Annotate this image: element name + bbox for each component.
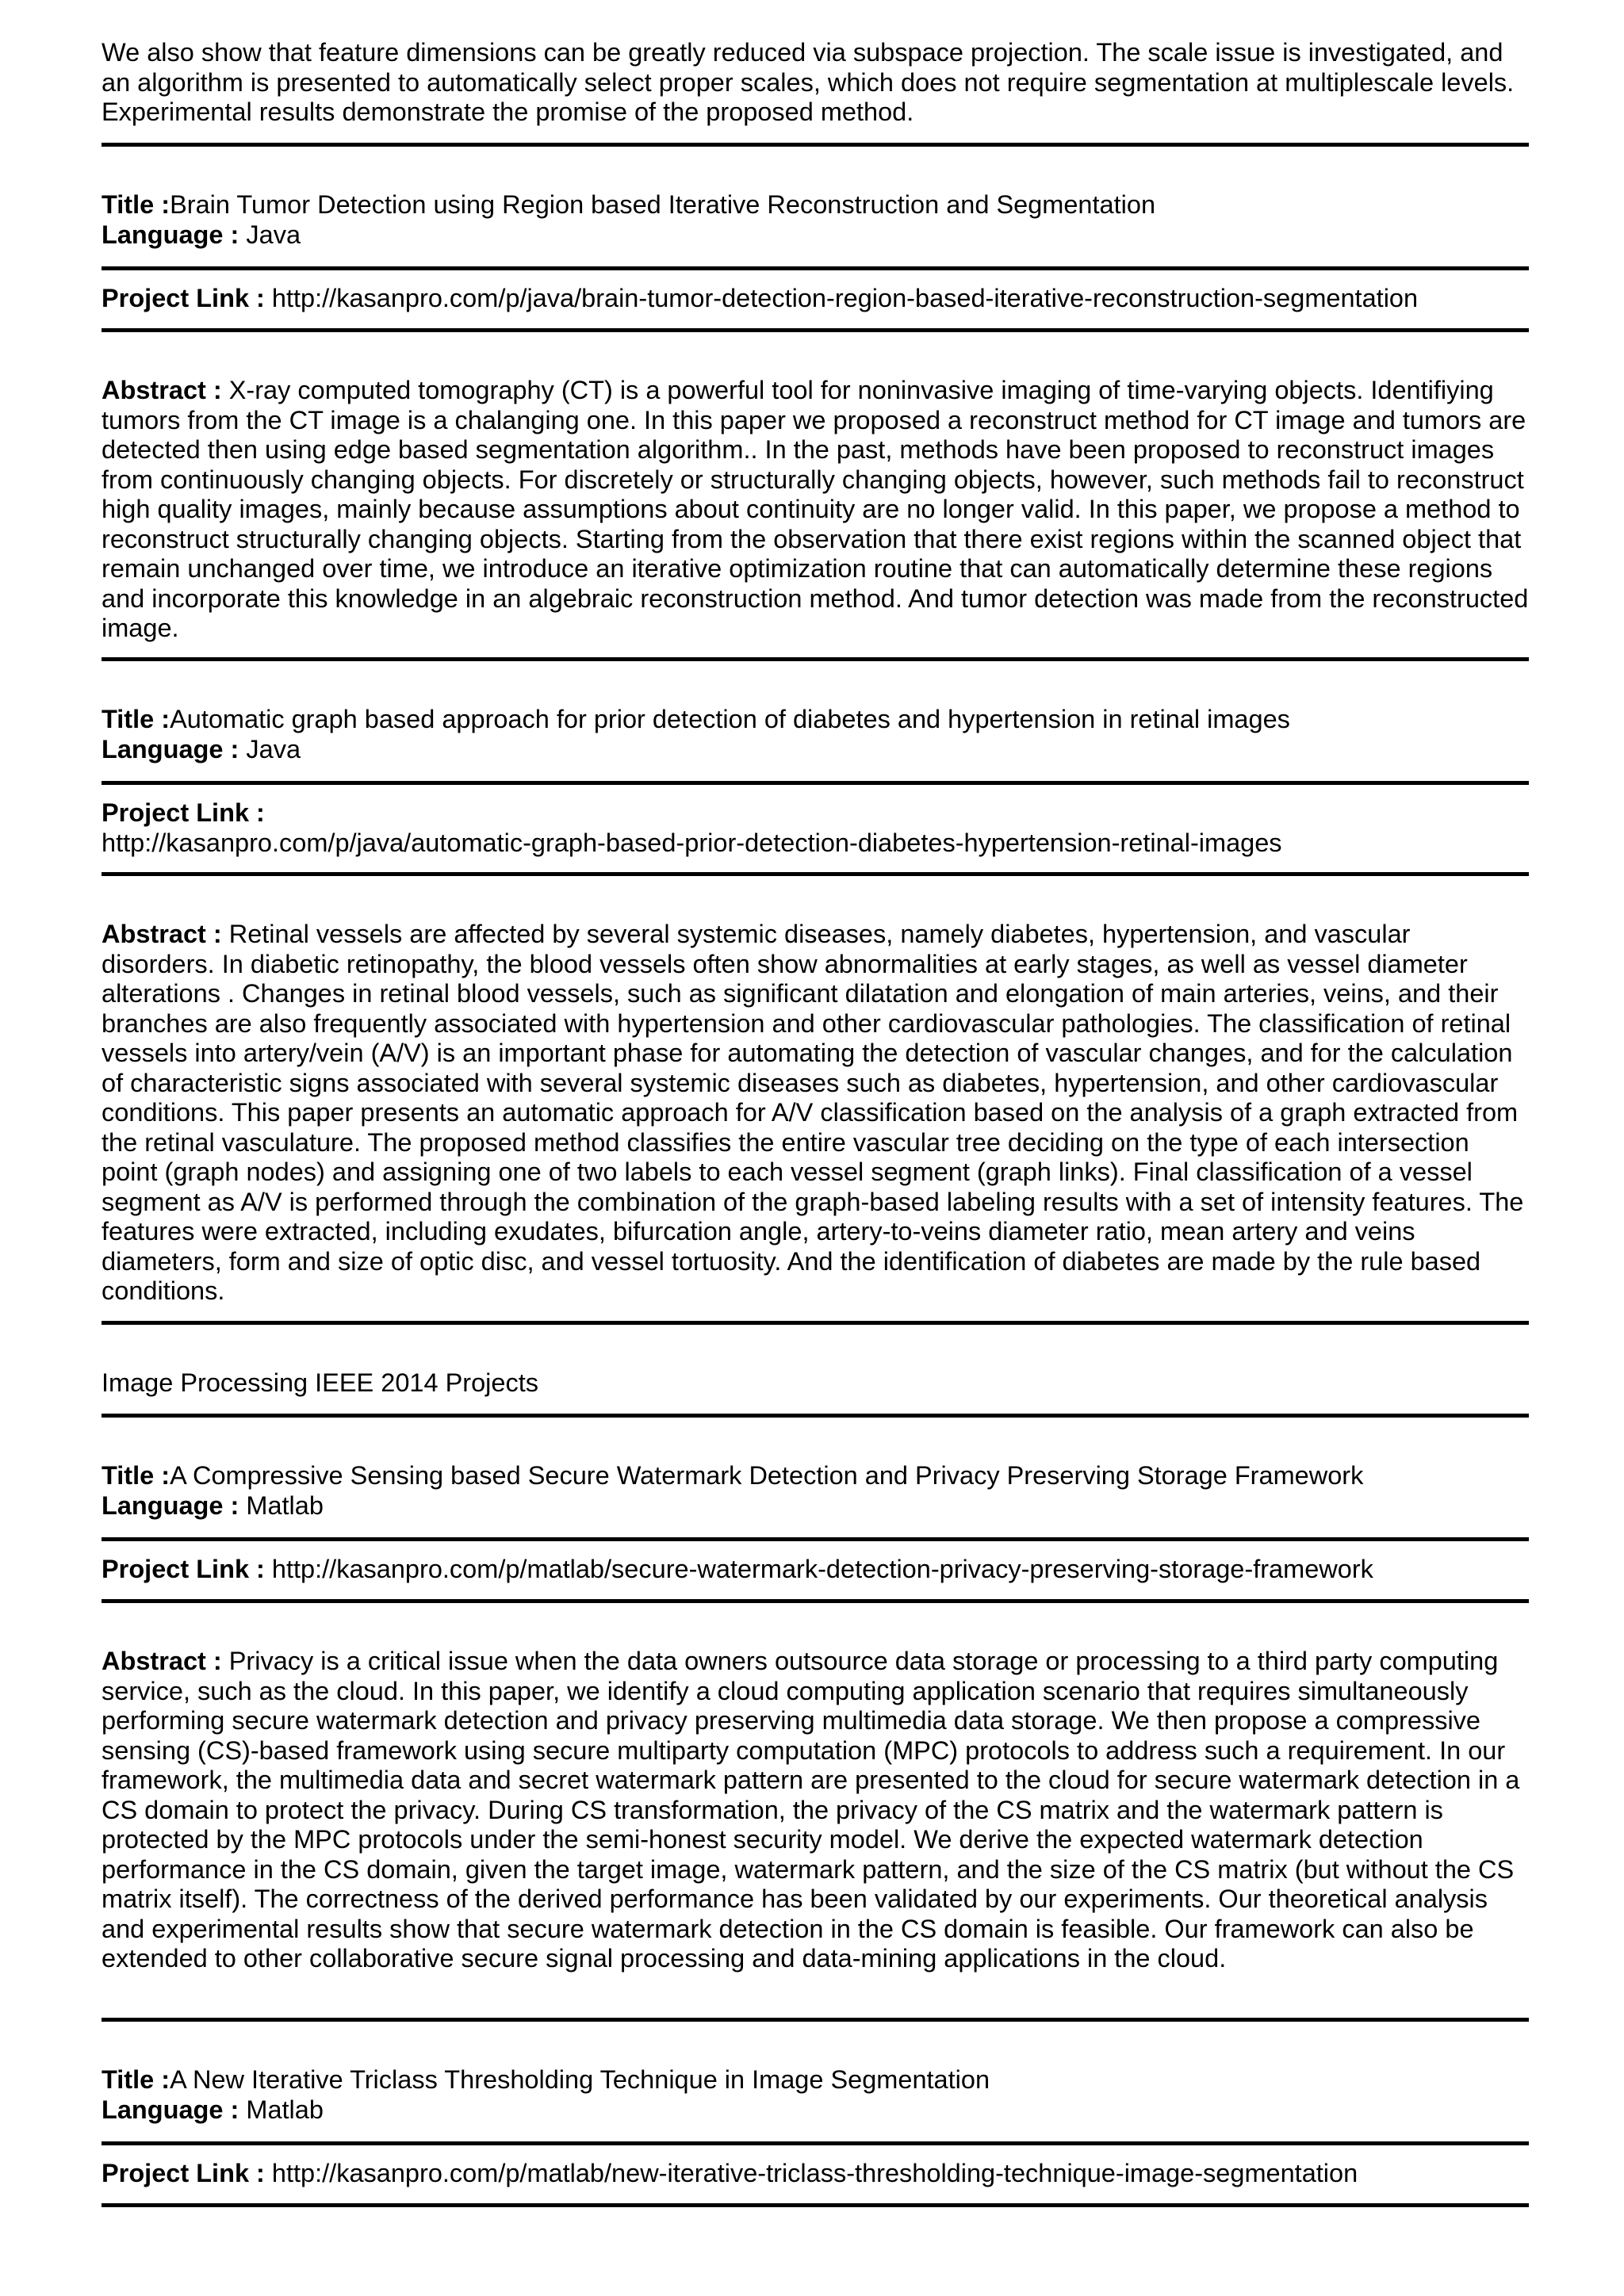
- divider: [102, 143, 1529, 147]
- project-language: Java: [246, 220, 301, 249]
- title-label: Title :: [102, 2065, 170, 2094]
- language-label: Language :: [102, 2095, 247, 2124]
- project-link-label: Project Link :: [102, 284, 272, 312]
- project-link[interactable]: http://kasanpro.com/p/matlab/secure-watermark-detection-privacy-preserving-storage-framework: [271, 1555, 1373, 1583]
- project-link-line: [102, 2159, 1529, 2189]
- divider: [102, 1537, 1529, 1541]
- project-link-label: Project Link :: [102, 1555, 272, 1583]
- divider: [102, 657, 1529, 661]
- project-abstract: [102, 1647, 1529, 1974]
- divider: [102, 1414, 1529, 1418]
- divider: [102, 872, 1529, 876]
- project-link-label: Project Link :: [102, 2159, 272, 2187]
- project-title-line: [102, 190, 1529, 220]
- project-language-line: [102, 735, 1529, 765]
- title-label: Title :: [102, 190, 170, 219]
- language-label: Language :: [102, 220, 247, 249]
- project-language-line: [102, 220, 1529, 251]
- project-language-line: [102, 2095, 1529, 2126]
- project-link[interactable]: http://kasanpro.com/p/java/brain-tumor-detection-region-based-iterative-reconstruction-segmentation: [271, 284, 1419, 312]
- project-language: Java: [246, 735, 301, 763]
- divider: [102, 328, 1529, 332]
- project-link[interactable]: http://kasanpro.com/p/matlab/new-iterative-triclass-thresholding-technique-image-segmentation: [271, 2159, 1358, 2187]
- divider: [102, 2203, 1529, 2207]
- project-title: Brain Tumor Detection using Region based Iterative Reconstruction and Segmentation: [170, 190, 1156, 219]
- project-title: A New Iterative Triclass Thresholding Technique in Image Segmentation: [170, 2065, 990, 2094]
- language-label: Language :: [102, 735, 247, 763]
- project-link-label: Project Link :: [102, 798, 265, 827]
- abstract-text: X-ray computed tomography (CT) is a powerful tool for noninvasive imaging of time-varying objects. Identifiying tumors from the CT image is a chalanging one. In this paper we proposed a reconstruct method for CT image and tumors are detected then using edge based segmentation algorithm.. In the past, methods have been proposed to reconstruct images from continuously changing objects. For discretely or structurally changing objects, however, such methods fail to reconstruct high quality images, mainly because assumptions about continuity are no longer valid. In this paper, we propose a method to reconstruct structurally changing objects. Starting from the observation that there exist regions within the scanned object that remain unchanged over time, we introduce an iterative optimization routine that can automatically determine these regions and incorporate this knowledge in an algebraic reconstruction method. And tumor detection was made from the reconstructed image.: [102, 376, 1529, 642]
- project-title: Automatic graph based approach for prior detection of diabetes and hypertension in retinal images: [170, 705, 1290, 733]
- project-link[interactable]: http://kasanpro.com/p/java/automatic-graph-based-prior-detection-diabetes-hypertension-retinal-images: [102, 828, 1282, 857]
- abstract-label: Abstract :: [102, 376, 229, 404]
- project-language-line: [102, 1491, 1529, 1521]
- title-label: Title :: [102, 1461, 170, 1490]
- divider: [102, 266, 1529, 270]
- project-title-line: [102, 705, 1529, 735]
- divider: [102, 781, 1529, 785]
- divider: [102, 2141, 1529, 2145]
- project-language: Matlab: [246, 1491, 324, 1520]
- previous-abstract-tail: We also show that feature dimensions can be greatly reduced via subspace projection. The scale issue is investigated, and an algorithm is presented to automatically select proper scales, which does not require segmentation at multiplescale levels. Experimental results demonstrate the promise of the proposed method.: [102, 38, 1515, 126]
- project-language: Matlab: [246, 2095, 324, 2124]
- section-heading: Image Processing IEEE 2014 Projects: [102, 1368, 538, 1397]
- project-title-line: [102, 1461, 1529, 1491]
- language-label: Language :: [102, 1491, 247, 1520]
- divider: [102, 1321, 1529, 1325]
- title-label: Title :: [102, 705, 170, 733]
- project-title: A Compressive Sensing based Secure Watermark Detection and Privacy Preserving Storage Framework: [170, 1461, 1364, 1490]
- divider: [102, 1599, 1529, 1603]
- abstract-text: Privacy is a critical issue when the data owners outsource data storage or processing to a third party computing service, such as the cloud. In this paper, we identify a cloud computing application scenario that requires simultaneously performing secure watermark detection and privacy preserving multimedia data storage. We then propose a compressive sensing (CS)-based framework using secure multiparty computation (MPC) protocols to address such a requirement. In our framework, the multimedia data and secret watermark pattern are presented to the cloud for secure watermark detection in a CS domain to protect the privacy. During CS transformation, the privacy of the CS matrix and the watermark pattern is protected by the MPC protocols under the semi-honest security model. We derive the expected watermark detection performance in the CS domain, given the target image, watermark pattern, and the size of the CS matrix (but without the CS matrix itself). The correctness of the derived performance has been validated by our experiments. Our theoretical analysis and experimental results show that secure watermark detection in the CS domain is feasible. Our framework can also be extended to other collaborative secure signal processing and data-mining applications in the cloud.: [102, 1647, 1520, 1973]
- project-link-line: [102, 798, 1529, 858]
- abstract-label: Abstract :: [102, 920, 229, 948]
- abstract-label: Abstract :: [102, 1647, 229, 1675]
- project-link-line: [102, 1555, 1529, 1585]
- divider: [102, 2018, 1529, 2022]
- project-title-line: [102, 2065, 1529, 2095]
- project-abstract: [102, 376, 1529, 644]
- abstract-text: Retinal vessels are affected by several systemic diseases, namely diabetes, hypertension, and vascular disorders. In diabetic retinopathy, the blood vessels often show abnormalities at early stages, as well as vessel diameter alterations . Changes in retinal blood vessels, such as significant dilatation and elongation of main arteries, veins, and their branches are also frequently associated with hypertension and other cardiovascular pathologies. The classification of retinal vessels into artery/vein (A/V) is an important phase for automating the detection of vascular changes, and for the calculation of characteristic signs associated with several systemic diseases such as diabetes, hypertension, and other cardiovascular conditions. This paper presents an automatic approach for A/V classification based on the analysis of a graph extracted from the retinal vasculature. The proposed method classifies the entire vascular tree deciding on the type of each intersection point (graph nodes) and assigning one of two labels to each vessel segment (graph links). Final classification of a vessel segment as A/V is performed through the combination of the graph-based labeling results with a set of intensity features. The features were extracted, including exudates, bifurcation angle, artery-to-veins diameter ratio, mean artery and veins diameters, form and size of optic disc, and vessel tortuosity. And the identification of diabetes are made by the rule based conditions.: [102, 920, 1524, 1305]
- project-link-line: [102, 284, 1529, 314]
- project-abstract: [102, 920, 1529, 1307]
